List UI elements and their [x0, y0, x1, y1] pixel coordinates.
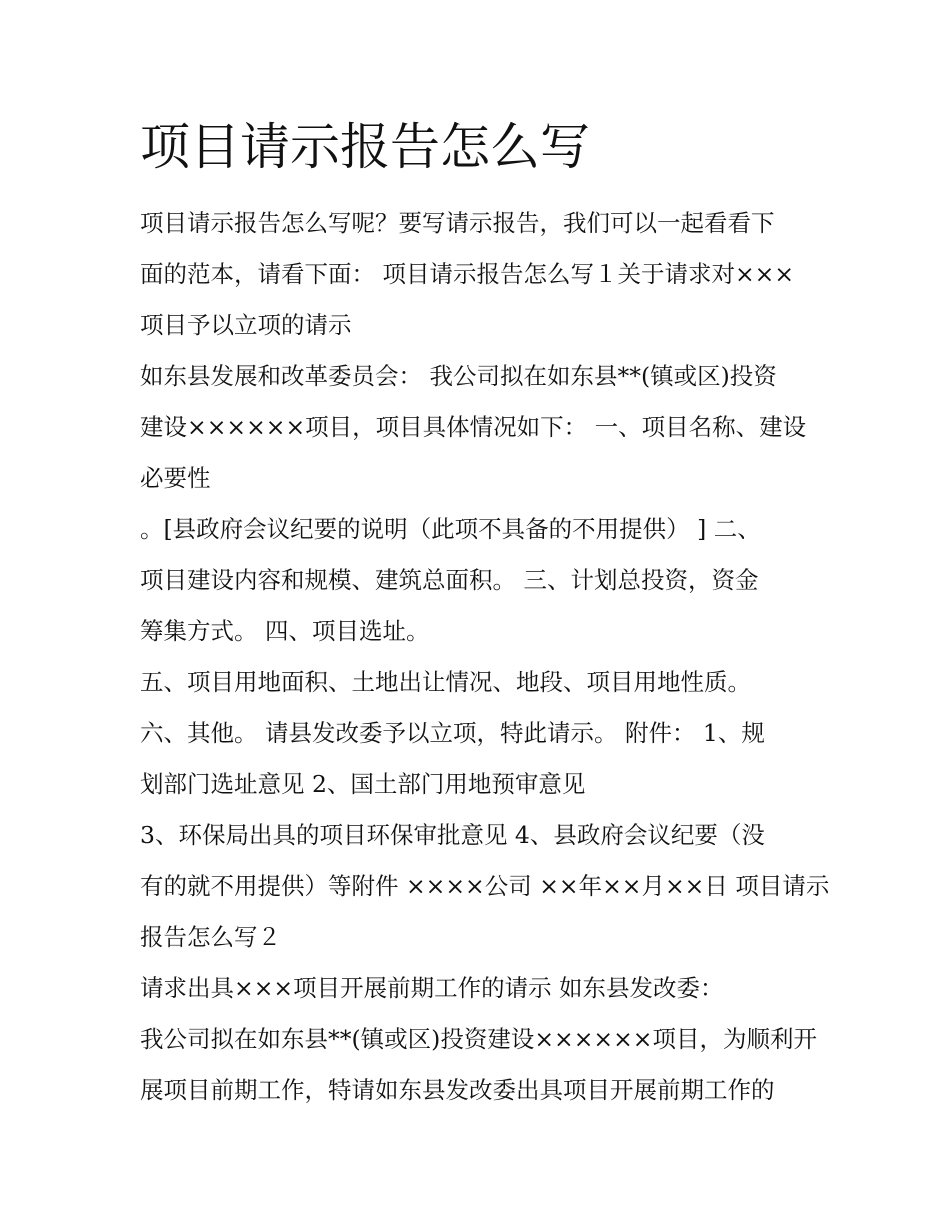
body-line: 五、项目用地面积、土地出让情况、地段、项目用地性质。: [140, 668, 751, 696]
body-line: 面的范本，请看下面： 项目请示报告怎么写１关于请求对×××: [140, 260, 795, 288]
body-line: 如东县发展和改革委员会： 我公司拟在如东县**(镇或区)投资: [140, 362, 777, 390]
body-line: 展项目前期工作，特请如东县发改委出具项目开展前期工作的: [140, 1076, 775, 1104]
body-line: 有的就不用提供）等附件 ××××公司 ××年××月××日 项目请示: [140, 872, 830, 900]
body-line: 项目建设内容和规模、建筑总面积。 三、计划总投资，资金: [140, 566, 759, 594]
body-line: 3、环保局出具的项目环保审批意见 4、县政府会议纪要（没: [140, 821, 765, 849]
body-line: 六、其他。 请县发改委予以立项，特此请示。 附件： 1、规: [140, 719, 765, 747]
body-line: 请求出具×××项目开展前期工作的请示 如东县发改委：: [140, 974, 724, 1002]
body-line: 。[县政府会议纪要的说明（此项不具备的不用提供） ] 二、: [140, 515, 761, 543]
body-line: 筹集方式。 四、项目选址。: [140, 617, 430, 645]
body-line: 报告怎么写２: [140, 923, 281, 951]
body-line: 划部门选址意见 2、国土部门用地预审意见: [140, 770, 586, 798]
document-title: 项目请示报告怎么写: [140, 118, 590, 176]
document-body: [140, 198, 840, 1116]
body-line: 我公司拟在如东县**(镇或区)投资建设××××××项目，为顺利开: [140, 1025, 817, 1053]
body-line: 项目请示报告怎么写呢？要写请示报告，我们可以一起看看下: [140, 209, 775, 237]
body-line: 建设××××××项目，项目具体情况如下： 一、项目名称、建设: [140, 413, 807, 441]
body-line: 项目予以立项的请示: [140, 311, 352, 339]
body-line: 必要性: [140, 464, 211, 492]
